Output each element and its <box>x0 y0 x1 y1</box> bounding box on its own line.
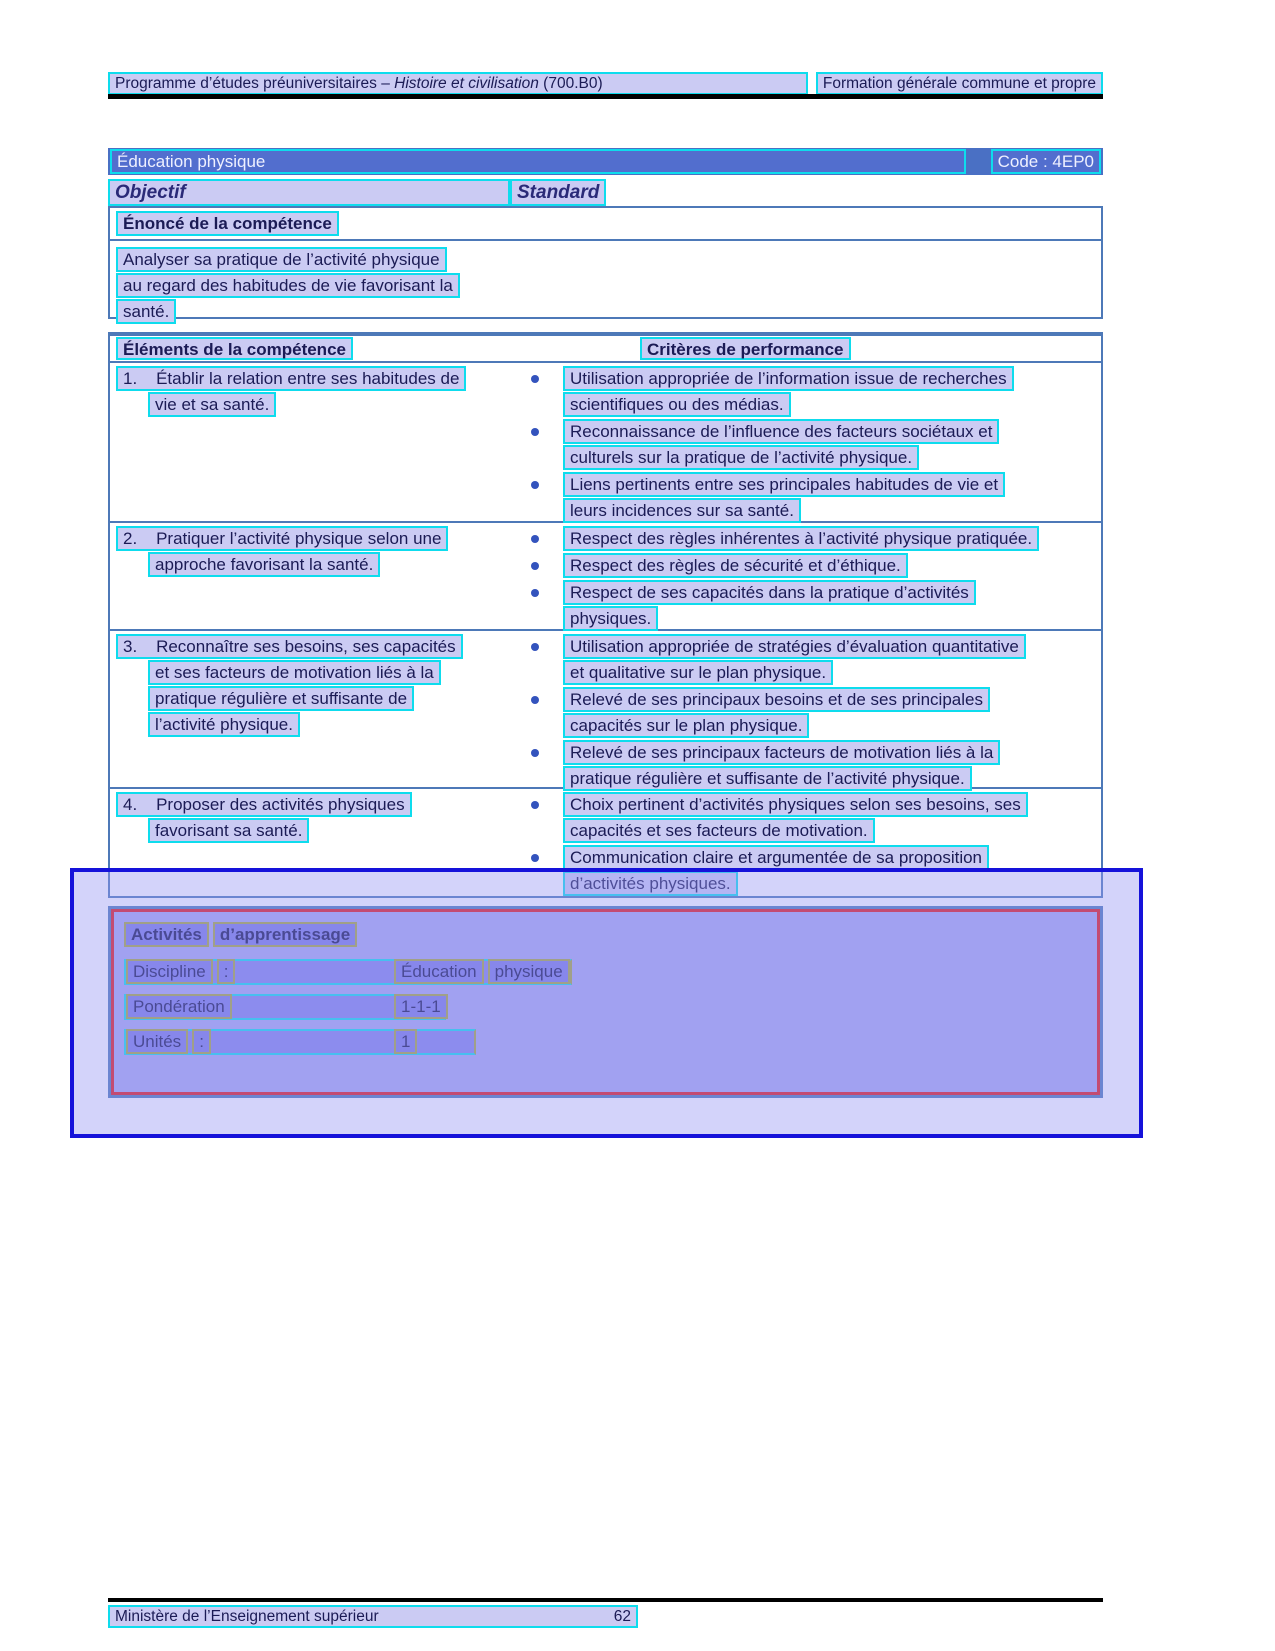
bullet-icon <box>531 749 539 757</box>
competency-statement-line: au regard des habitudes de vie favorisant la <box>116 273 460 298</box>
learning-activities-outer-box <box>108 906 1103 1098</box>
activity-labels <box>126 959 235 984</box>
element-cell <box>110 631 529 787</box>
criterion <box>529 580 976 632</box>
bullet-icon <box>531 696 539 704</box>
criterion <box>529 687 990 739</box>
learning-activities-heading <box>124 922 1097 947</box>
activity-label-word: Unités <box>126 1029 188 1054</box>
footer-text: Ministère de l’Enseignement supérieur <box>115 1608 379 1625</box>
table-row <box>110 631 1101 789</box>
header-rule <box>108 94 1103 99</box>
table-body <box>110 363 1101 893</box>
criterion <box>529 792 1028 844</box>
activity-values <box>394 959 570 984</box>
footer-box <box>108 1605 638 1628</box>
activity-value-word: 1-1-1 <box>394 994 448 1019</box>
col-header-criteres: Critères de performance <box>640 337 851 360</box>
activity-row <box>124 1029 1097 1056</box>
bullet-icon <box>531 562 539 570</box>
objective-standard-row <box>108 179 1103 207</box>
element-line: pratique régulière et suffisante de <box>148 686 414 711</box>
element-line: et ses facteurs de motivation liés à la <box>148 660 441 685</box>
learning-activities-box <box>111 909 1100 1095</box>
element-line: 3. Reconnaître ses besoins, ses capacités <box>116 634 463 659</box>
criteria-cell <box>529 363 1101 521</box>
criterion-line: leurs incidences sur sa santé. <box>563 498 801 523</box>
criterion <box>529 472 1005 524</box>
element-cell <box>110 363 529 521</box>
element-line: 2. Pratiquer l’activité physique selon une <box>116 526 448 551</box>
criterion <box>529 419 999 471</box>
learning-activities-rows <box>124 959 1097 1056</box>
footer-page-number: 62 <box>613 1608 631 1625</box>
header-left-prefix: Programme d’études préuniversitaires – <box>115 75 395 92</box>
competency-statement-box <box>108 206 1103 319</box>
footer-rule <box>108 1598 1103 1602</box>
page-footer <box>108 1605 1103 1629</box>
criterion-line: Choix pertinent d’activités physiques selon ses besoins, ses <box>563 792 1028 817</box>
element-line: 1. Établir la relation entre ses habitudes de <box>116 366 466 391</box>
page-header <box>108 72 1103 96</box>
table-row <box>110 363 1101 523</box>
criterion <box>529 526 1039 552</box>
criterion-line: Relevé de ses principaux facteurs de motivation liés à la <box>563 740 1000 765</box>
criterion <box>529 845 989 897</box>
activity-value-word: 1 <box>394 1029 417 1054</box>
bullet-icon <box>531 375 539 383</box>
element-line: favorisant sa santé. <box>148 818 309 843</box>
criterion <box>529 553 908 579</box>
criterion-line: Respect de ses capacités dans la pratique d’activités <box>563 580 976 605</box>
standard-label: Standard <box>510 179 606 206</box>
element-line: 4. Proposer des activités physiques <box>116 792 412 817</box>
competence-table <box>108 332 1103 898</box>
competency-statement-heading: Énoncé de la compétence <box>116 211 339 236</box>
col-header-elements: Éléments de la compétence <box>116 337 353 360</box>
activity-values <box>394 1029 417 1054</box>
competency-statement-body <box>110 241 1101 325</box>
bullet-icon <box>531 481 539 489</box>
activity-label-word: Discipline <box>126 959 213 984</box>
activity-labels <box>126 1029 211 1054</box>
competency-statement-header <box>110 208 1101 241</box>
bullet-icon <box>531 854 539 862</box>
activity-row <box>124 994 1097 1021</box>
header-left-text <box>108 72 808 95</box>
criteria-cell <box>529 789 1101 893</box>
element-line: l’activité physique. <box>148 712 300 737</box>
element-line: vie et sa santé. <box>148 392 276 417</box>
bullet-icon <box>531 801 539 809</box>
activity-values <box>394 994 448 1019</box>
criterion <box>529 740 1000 792</box>
criterion-line: Reconnaissance de l’influence des facteurs sociétaux et <box>563 419 999 444</box>
table-row <box>110 523 1101 631</box>
objective-label: Objectif <box>108 179 510 206</box>
activity-row <box>124 959 1097 986</box>
bullet-icon <box>531 589 539 597</box>
course-title: Éducation physique <box>110 149 966 174</box>
bullet-icon <box>531 643 539 651</box>
criterion <box>529 366 1014 418</box>
activities-heading-word: d’apprentissage <box>213 922 357 947</box>
header-left-program-name: Histoire et civilisation <box>394 75 539 92</box>
activity-label-word: Pondération <box>126 994 232 1019</box>
element-cell <box>110 789 529 893</box>
criterion-line: culturels sur la pratique de l’activité physique. <box>563 445 919 470</box>
activities-heading-word: Activités <box>124 922 209 947</box>
activity-labels <box>126 994 232 1019</box>
criterion-line: Relevé de ses principaux besoins et de ses principales <box>563 687 990 712</box>
criterion-line: scientifiques ou des médias. <box>563 392 791 417</box>
criterion-line: Liens pertinents entre ses principales habitudes de vie et <box>563 472 1005 497</box>
criteria-cell <box>529 631 1101 787</box>
header-right-text: Formation générale commune et propre <box>816 72 1103 95</box>
activity-label-word: : <box>192 1029 211 1054</box>
course-title-bar <box>108 148 1103 175</box>
criterion-line: capacités et ses facteurs de motivation. <box>563 818 875 843</box>
competency-statement-line: Analyser sa pratique de l’activité physique <box>116 247 447 272</box>
bullet-icon <box>531 535 539 543</box>
criterion-line: Respect des règles inhérentes à l’activité physique pratiquée. <box>563 526 1039 551</box>
bullet-icon <box>531 428 539 436</box>
criteria-cell <box>529 523 1101 629</box>
element-cell <box>110 523 529 629</box>
criterion-line: capacités sur le plan physique. <box>563 713 809 738</box>
criterion-line: Utilisation appropriée de stratégies d’évaluation quantitative <box>563 634 1026 659</box>
course-code: Code : 4EP0 <box>991 149 1101 174</box>
criterion-line: Respect des règles de sécurité et d’éthique. <box>563 553 908 578</box>
criterion-line: Communication claire et argumentée de sa proposition <box>563 845 989 870</box>
criterion-line: Utilisation appropriée de l’information issue de recherches <box>563 366 1014 391</box>
element-line: approche favorisant la santé. <box>148 552 380 577</box>
criterion-line: et qualitative sur le plan physique. <box>563 660 833 685</box>
activity-value-word: Éducation <box>394 959 484 984</box>
activity-label-word: : <box>217 959 236 984</box>
activity-value-word: physique <box>488 959 570 984</box>
criterion-line: physiques. <box>563 606 658 631</box>
table-row <box>110 789 1101 893</box>
table-header-row <box>110 336 1101 363</box>
criterion-line: d’activités physiques. <box>563 871 738 896</box>
criterion <box>529 634 1026 686</box>
competency-statement-line: santé. <box>116 299 176 324</box>
header-left-suffix: (700.B0) <box>538 75 603 92</box>
criterion-line: pratique régulière et suffisante de l’activité physique. <box>563 766 972 791</box>
